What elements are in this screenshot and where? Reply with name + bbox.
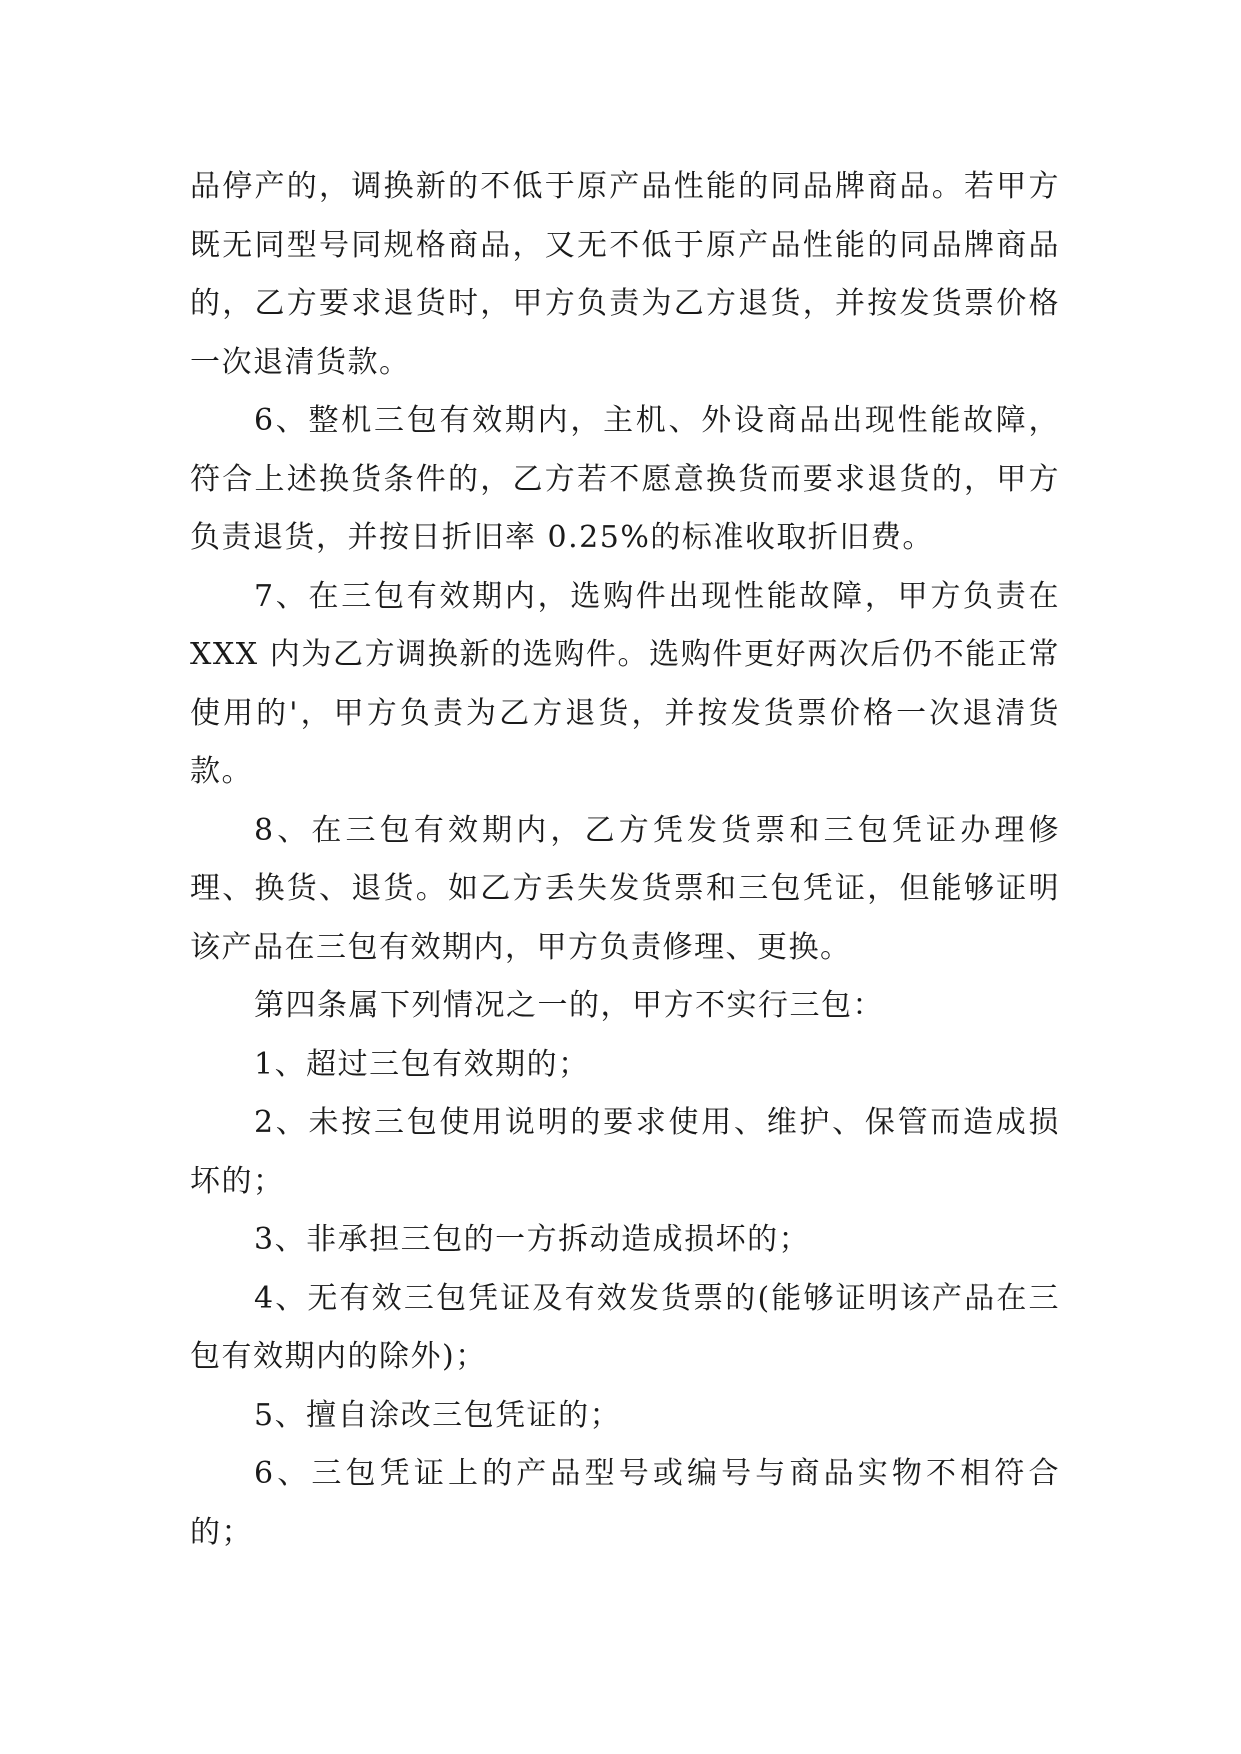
paragraph-item-6-return: 6、整机三包有效期内，主机、外设商品出现性能故障，符合上述换货条件的，乙方若不愿意换货而要求退货的，甲方负责退货，并按日折旧率 0.25%的标准收取折旧费。 [190, 403, 1060, 555]
document-body [190, 158, 1060, 1562]
paragraph-item-8-voucher: 8、在三包有效期内，乙方凭发货票和三包凭证办理修理、换货、退货。如乙方丢失发货票和三包凭证，但能够证明该产品在三包有效期内，甲方负责修理、更换。 [190, 812, 1060, 965]
exclusion-item-1: 1、超过三包有效期的； [254, 1046, 590, 1082]
paragraph-continuation: 品停产的，调换新的不低于原产品性能的同品牌商品。若甲方既无同型号同规格商品，又无不低于原产品性能的同品牌商品的，乙方要求退货时，甲方负责为乙方退货，并按发货票价格一次退清货款。 [190, 169, 1060, 380]
exclusion-item-3: 3、非承担三包的一方拆动造成损坏的； [254, 1222, 811, 1257]
paragraph-item-7-optional-parts: 7、在三包有效期内，选购件出现性能故障，甲方负责在 XXX 内为乙方调换新的选购件。选购件更好两次后仍不能正常使用的'，甲方负责为乙方退货，并按发货票价格一次退清货款。 [190, 578, 1060, 789]
exclusion-item-4: 4、无有效三包凭证及有效发货票的(能够证明该产品在三包有效期内的除外)； [190, 1280, 1060, 1374]
exclusion-item-6: 6、三包凭证上的产品型号或编号与商品实物不相符合的； [190, 1456, 1060, 1550]
article-4-heading: 第四条属下列情况之一的，甲方不实行三包： [254, 988, 884, 1023]
exclusion-item-5: 5、擅自涂改三包凭证的； [254, 1397, 622, 1433]
exclusion-item-2: 2、未按三包使用说明的要求使用、维护、保管而造成损坏的； [190, 1105, 1060, 1199]
